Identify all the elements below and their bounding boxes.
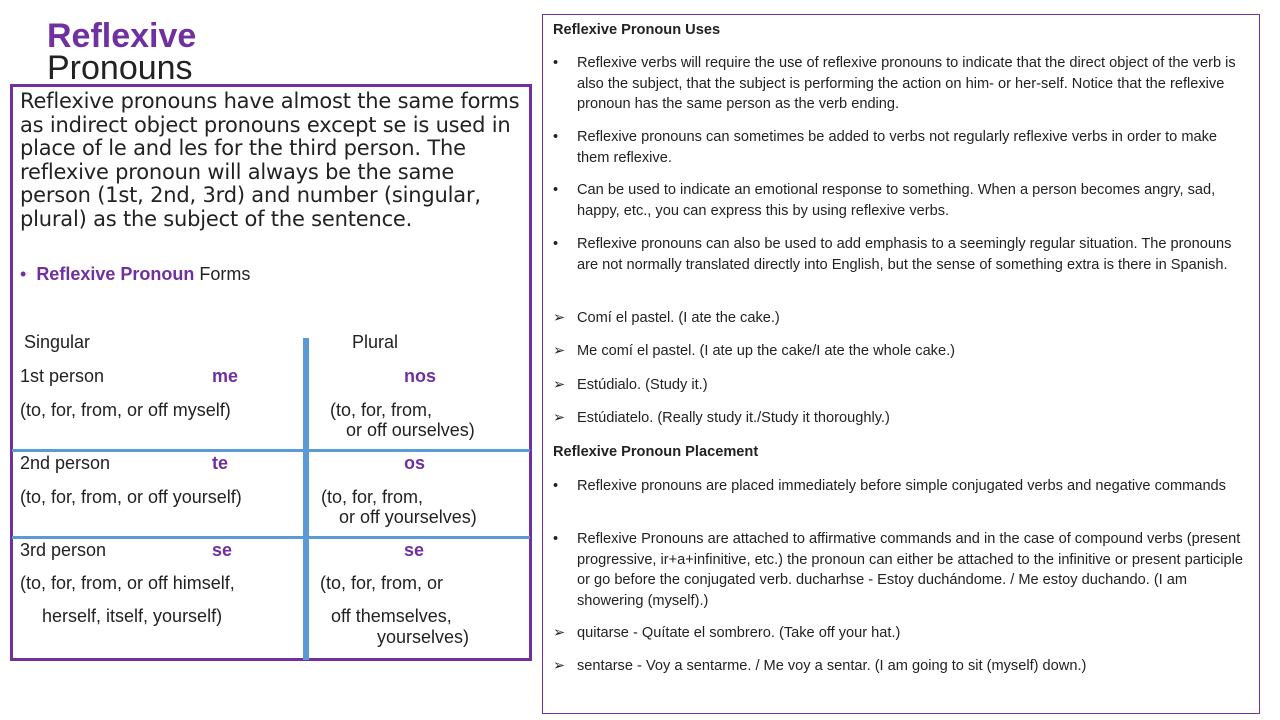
row1-plural-desc-2: or off ourselves): [346, 420, 475, 440]
row2-singular-pronoun: te: [212, 453, 229, 473]
forms-highlight: Reflexive Pronoun: [36, 264, 195, 284]
row2-person: 2nd person: [20, 453, 111, 473]
row3-person: 3rd person: [20, 540, 107, 560]
arrow-bullet-icon: ➢: [553, 377, 566, 393]
list-item: [553, 53, 1253, 115]
title-line-2: Pronouns: [47, 49, 193, 87]
example-text: Estúdiatelo. (Really study it./Study it thoroughly.): [577, 410, 890, 426]
table-row-divider: [12, 536, 530, 539]
bullet-marker: •: [553, 531, 559, 547]
arrow-bullet-icon: ➢: [553, 658, 566, 674]
header-singular: Singular: [24, 332, 91, 352]
arrow-bullet-icon: ➢: [553, 310, 566, 326]
section-heading-placement: Reflexive Pronoun Placement: [553, 444, 759, 460]
example-item: [553, 408, 1253, 429]
row2-plural-desc: (to, for, from,: [321, 487, 424, 507]
table-column-divider: [303, 338, 309, 660]
list-item: [553, 180, 1253, 221]
row1-singular-desc: (to, for, from, or off myself): [20, 400, 231, 420]
list-item-text: Reflexive pronouns are placed immediately before simple conjugated verbs and negative commands: [577, 478, 1226, 494]
row1-plural-desc: (to, for, from,: [330, 400, 433, 420]
row3-plural-desc-3: yourselves): [377, 627, 470, 647]
intro-paragraph: Reflexive pronouns have almost the same forms as indirect object pronouns except se is used in place of le and les for the third person. The reflexive pronoun will always be the same person (1st, 2nd, 3rd) and number (singular, plural) as the subject of the sentence.: [20, 89, 520, 231]
bullet-marker: •: [553, 55, 559, 71]
example-item: [553, 308, 1253, 329]
list-item-text: Reflexive verbs will require the use of reflexive pronouns to indicate that the direct object of the verb is also the subject, that the subject is performing the action on him- or her-self. Notice that the reflexive pronoun has the same person as the verb ending.: [577, 55, 1236, 112]
row3-plural-desc: (to, for, from, or: [320, 573, 444, 593]
row2-singular-desc: (to, for, from, or off yourself): [20, 487, 242, 507]
arrow-bullet-icon: ➢: [553, 410, 566, 426]
row2-plural-desc-2: or off yourselves): [339, 507, 477, 527]
table-row-divider: [12, 449, 530, 452]
row3-singular-desc-2: herself, itself, yourself): [42, 606, 223, 626]
list-item: [553, 234, 1253, 275]
arrow-bullet-icon: ➢: [553, 343, 566, 359]
row1-person: 1st person: [20, 366, 105, 386]
row2-plural-pronoun: os: [404, 453, 426, 473]
example-item: [553, 623, 1253, 644]
bullet-marker: •: [553, 129, 559, 145]
list-item: [553, 529, 1253, 611]
example-text: quitarse - Quítate el sombrero. (Take off your hat.): [577, 625, 901, 641]
list-item-text: Reflexive Pronouns are attached to affirmative commands and in the case of compound verbs (present progressive, ir+a+infinitive, etc.) the pronoun can either be attached to the infinitive or present participle or go before the conjugated verb. ducharhse - Estoy duchándome. / Me estoy duchando. (I am showering (myself).): [577, 531, 1244, 609]
list-item-text: Reflexive pronouns can sometimes be added to verbs not regularly reflexive verbs in order to make them reflexive.: [577, 129, 1218, 166]
slide-title: [47, 17, 287, 87]
bullet-marker: •: [553, 182, 559, 198]
example-text: sentarse - Voy a sentarme. / Me voy a sentar. (I am going to sit (myself) down.): [577, 658, 1087, 674]
example-text: Me comí el pastel. (I ate up the cake/I ate the whole cake.): [577, 343, 956, 359]
example-item: [553, 341, 1253, 362]
example-item: [553, 375, 1253, 396]
bullet-marker: •: [553, 478, 559, 494]
example-item: [553, 656, 1253, 677]
row3-singular-desc: (to, for, from, or off himself,: [20, 573, 235, 593]
list-item: [553, 476, 1253, 497]
list-item-text: Can be used to indicate an emotional response to something. When a person becomes angry, sad, happy, etc., you can express this by using reflexive verbs.: [577, 182, 1216, 219]
section-heading-uses: Reflexive Pronoun Uses: [553, 22, 721, 38]
bullet-marker: •: [553, 236, 559, 252]
forms-bullet: [20, 264, 250, 285]
forms-rest: Forms: [194, 264, 251, 284]
row1-plural-pronoun: nos: [404, 366, 437, 386]
list-item-text: Reflexive pronouns can also be used to add emphasis to a seemingly regular situation. The pronouns are not normally translated directly into English, but the sense of something extra is there in Spanish.: [577, 236, 1232, 273]
row3-singular-pronoun: se: [212, 540, 233, 560]
row3-plural-desc-2: off themselves,: [331, 606, 452, 626]
row1-singular-pronoun: me: [212, 366, 239, 386]
row3-plural-pronoun: se: [404, 540, 425, 560]
header-plural: Plural: [352, 332, 399, 352]
title-line-1: Reflexive: [47, 17, 197, 55]
example-text: Comí el pastel. (I ate the cake.): [577, 310, 780, 326]
arrow-bullet-icon: ➢: [553, 625, 566, 641]
example-text: Estúdialo. (Study it.): [577, 377, 708, 393]
list-item: [553, 127, 1253, 168]
bullet-marker: •: [20, 264, 27, 284]
